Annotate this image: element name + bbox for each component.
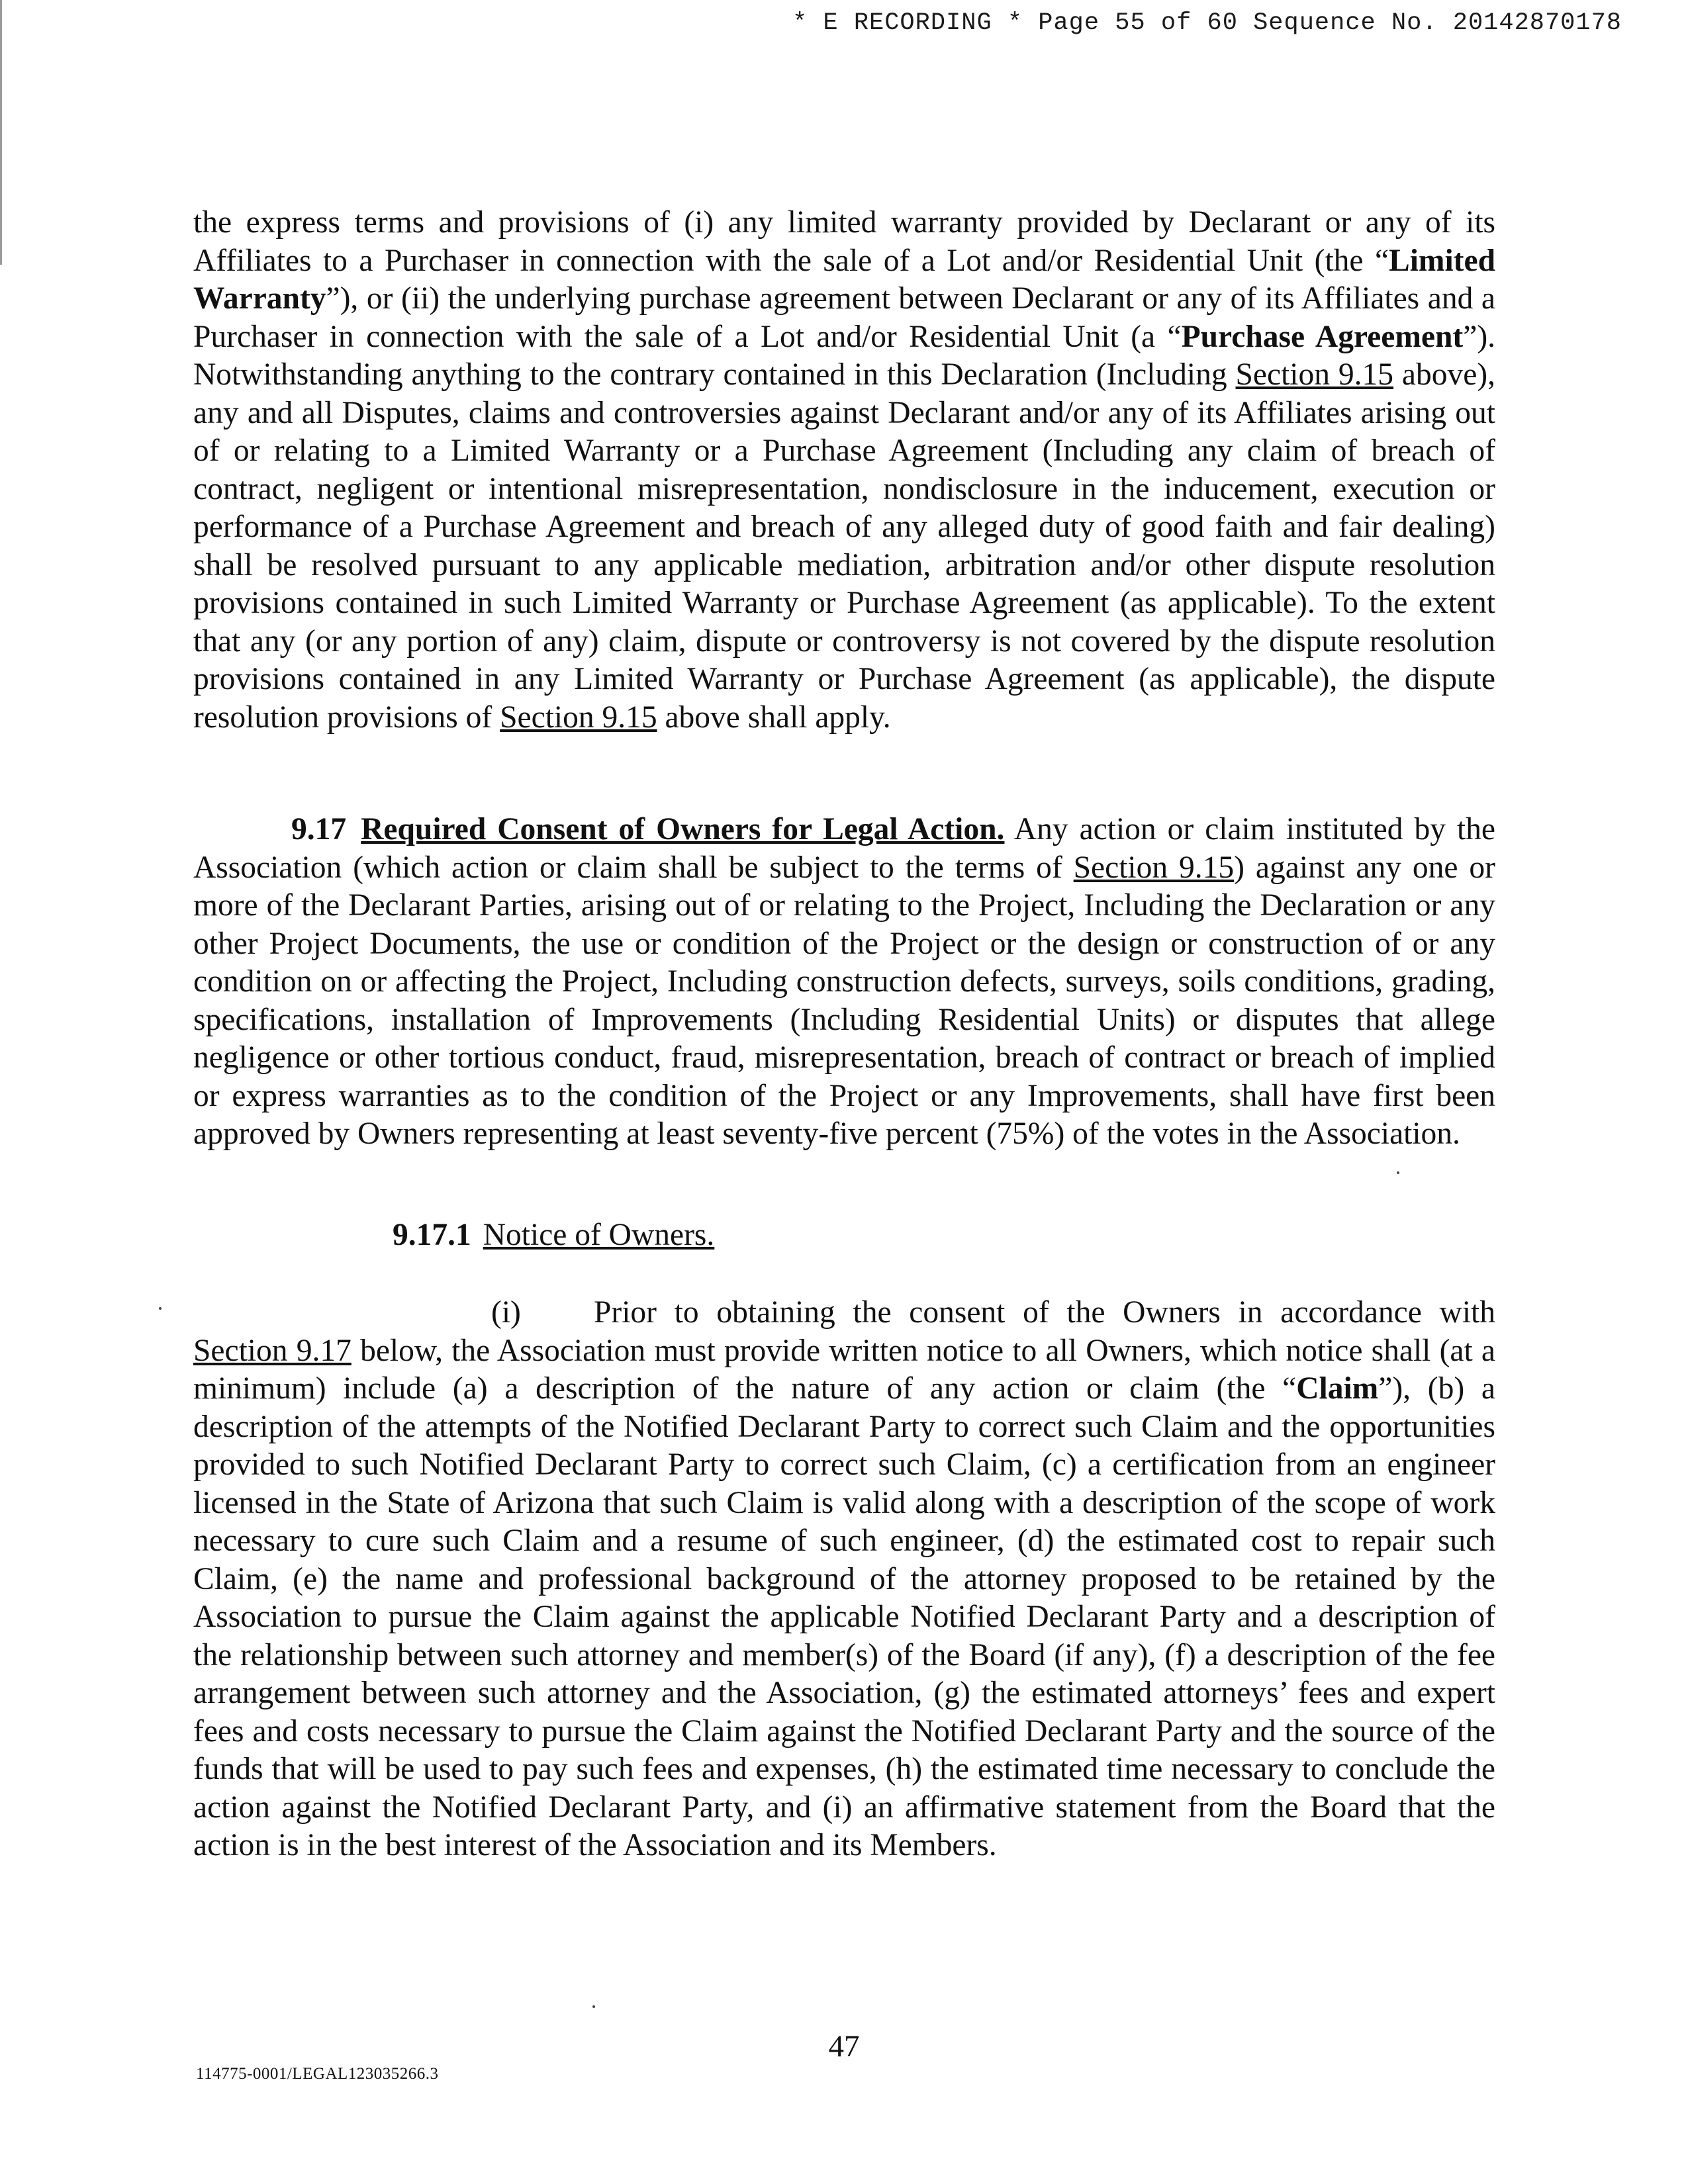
section-number: 9.17 [291, 812, 347, 846]
paragraph-i [193, 1294, 1495, 1865]
paragraph-text: below, the Association must provide written notice to all Owners, which notice shall (at a minimum) include (a) a description of the nature of any action or claim (the “ [193, 1333, 1496, 1406]
paragraph-text: above shall apply. [657, 700, 891, 735]
scan-speck [592, 2005, 595, 2008]
page-number: 47 [828, 2029, 860, 2064]
paragraph-text: the express terms and provisions of (i) any limited warranty provided by Declarant or any of its Affiliates to a Purchaser in connection with the sale of a Lot and/or Residential Unit (the “ [193, 205, 1495, 278]
document-id: 114775-0001/LEGAL123035266.3 [196, 2065, 439, 2083]
section-reference-link: Section 9.17 [193, 1333, 352, 1368]
section-title: Required Consent of Owners for Legal Action. [361, 812, 1005, 846]
defined-term-purchase-agreement: Purchase Agreement [1181, 319, 1464, 354]
subsection-number: 9.17.1 [393, 1218, 471, 1252]
section-9-17 [193, 811, 1495, 1154]
section-text: Any action or claim instituted by the Association (which action or claim shall be subject to the terms of [193, 812, 1495, 885]
paragraph-marker: (i) [491, 1295, 521, 1330]
subsection-title: Notice of Owners. [483, 1218, 715, 1252]
section-reference-link: Section 9.15 [1073, 850, 1235, 885]
paragraph-text: ”), or (ii) the underlying purchase agreement between Declarant or any of its Affiliates and a Purchaser in connection with the sale of a Lot and/or Residential Unit (a “ [193, 281, 1495, 354]
paragraph-text: ”), (b) a description of the attempts of the Notified Declarant Party to correct such Claim and the opportunities provided to such Notified Declarant Party to correct such Claim, (c) a certification from an engineer licensed in the State of Arizona that such Claim is valid along with a description of the scope of work necessary to cure such Claim and a resume of such engineer, (d) the estimated cost to repair such Claim, (e) the name and professional background of the attorney proposed to be retained by the Association to pursue the Claim against the applicable Notified Declarant Party and a description of the relationship between such attorney and member(s) of the Board (if any), (f) a description of the fee arrangement between such attorney and the Association, (g) the estimated attorneys’ fees and expert fees and costs necessary to pursue the Claim against the Notified Declarant Party and the source of the funds that will be used to pay such fees and expenses, (h) the estimated time necessary to conclude the action against the Notified Declarant Party, and (i) an affirmative statement from the Board that the action is in the best interest of the Association and its Members. [193, 1371, 1495, 1862]
paragraph-text: Prior to obtaining the consent of the Owners in accordance with [594, 1295, 1495, 1330]
scan-speck [159, 1307, 162, 1310]
scan-speck [1397, 1171, 1399, 1174]
defined-term-claim: Claim [1296, 1371, 1379, 1406]
section-reference-link: Section 9.15 [500, 700, 657, 735]
paragraph-text: ”). Notwithstanding anything to the contrary contained in this Declaration (Including [193, 319, 1496, 392]
paragraph-continuation [193, 204, 1495, 737]
paragraph-text: above), any and all Disputes, claims and controversies against Declarant and/or any of its Affiliates arising out of or relating to a Limited Warranty or a Purchase Agreement (Including any claim of breach of contract, negligent or intentional misrepresentation, nondisclosure in the inducement, execution or performance of a Purchase Agreement and breach of any alleged duty of good faith and fair dealing) shall be resolved pursuant to any applicable mediation, arbitration and/or other dispute resolution provisions contained in such Limited Warranty or Purchase Agreement (as applicable). To the extent that any (or any portion of any) claim, dispute or controversy is not covered by the dispute resolution provisions contained in any Limited Warranty or Purchase Agreement (as applicable), the dispute resolution provisions of [193, 357, 1495, 735]
section-9-17-1-heading [193, 1216, 1495, 1255]
section-text: ) against any one or more of the Declarant Parties, arising out of or relating to the Project, Including the Declaration or any other Project Documents, the use or condition of the Project or the design or construction of or any condition on or affecting the Project, Including construction defects, surveys, soils conditions, grading, specifications, installation of Improvements (Including Residential Units) or disputes that allege negligence or other tortious conduct, fraud, misrepresentation, breach of contract or breach of implied or express warranties as to the condition of the Project or any Improvements, shall have first been approved by Owners representing at least seventy-five percent (75%) of the votes in the Association. [193, 850, 1495, 1151]
defined-term-limited-warranty: Limited Warranty [193, 243, 1495, 316]
scan-edge-artifact [0, 0, 2, 265]
recording-header: * E RECORDING * Page 55 of 60 Sequence No. 20142870178 [792, 9, 1622, 37]
section-reference-link: Section 9.15 [1235, 357, 1393, 392]
